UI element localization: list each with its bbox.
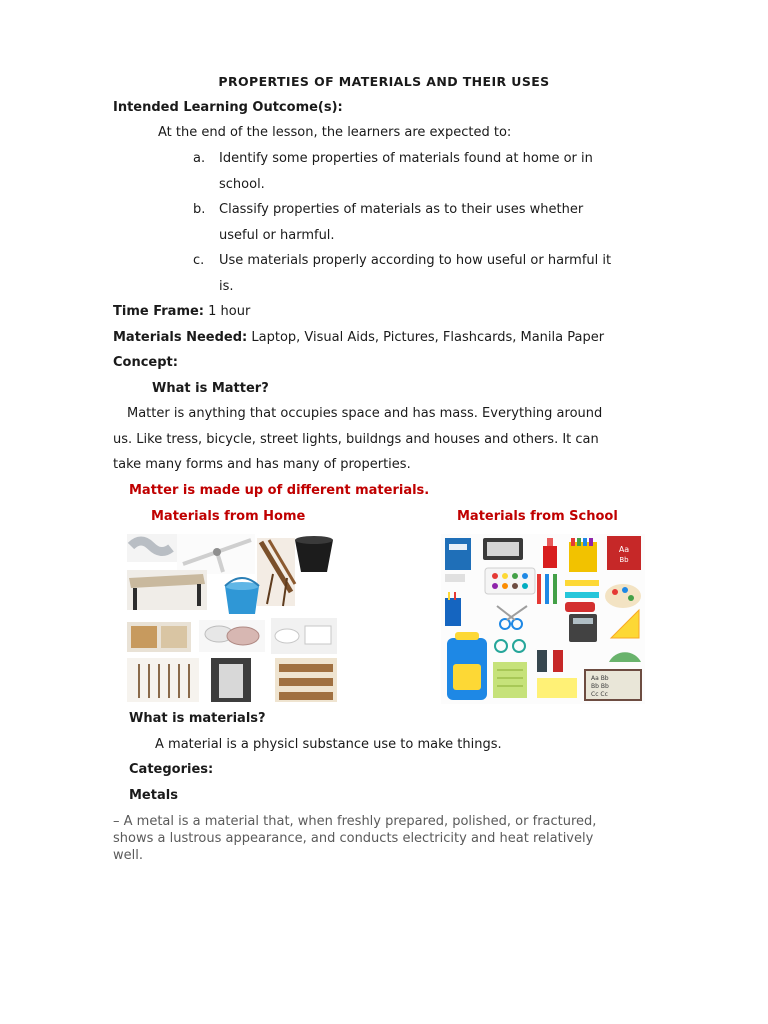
objective-c bbox=[193, 253, 611, 269]
objective-letter: b. bbox=[193, 202, 206, 217]
stapler-image bbox=[565, 602, 595, 612]
materials-needed-value: Laptop, Visual Aids, Pictures, Flashcards, Manila Paper bbox=[251, 330, 605, 345]
objective-c-cont: is. bbox=[219, 279, 234, 294]
matter-definition-line: Matter is anything that occupies space and has mass. Everything around bbox=[127, 406, 603, 421]
matter-definition-line: us. Like tress, bicycle, street lights, buildngs and houses and others. It can bbox=[113, 432, 599, 447]
watercolor-palette-image bbox=[485, 568, 535, 594]
notebook-text: Aa bbox=[618, 545, 630, 554]
objective-a-cont: school. bbox=[219, 177, 265, 192]
sticky-note-image bbox=[537, 678, 577, 698]
page-title: PROPERTIES OF MATERIALS AND THEIR USES bbox=[218, 74, 550, 89]
chalkboard-image bbox=[585, 670, 641, 700]
materials-question: What is materials? bbox=[129, 711, 266, 726]
objective-a bbox=[193, 151, 593, 167]
objective-text: Classify properties of materials as to their uses whether bbox=[219, 202, 584, 217]
paint-palette-image bbox=[605, 584, 641, 608]
styrofoam-image bbox=[271, 618, 337, 654]
objective-text: Use materials properly according to how useful or harmful it bbox=[219, 253, 612, 268]
chalkboard-text: Aa Bb bbox=[591, 675, 609, 682]
chalkboard-text: Bb Bb bbox=[591, 683, 609, 690]
metals-definition-line: shows a lustrous appearance, and conducts electricity and heat relatively bbox=[113, 831, 594, 846]
home-caption: Materials from Home bbox=[151, 509, 306, 524]
bench-image bbox=[257, 538, 295, 606]
made-of-heading: Matter is made up of different materials. bbox=[129, 483, 430, 498]
categories-label: Categories: bbox=[129, 762, 214, 777]
metals-label: Metals bbox=[129, 788, 178, 803]
objective-b bbox=[193, 202, 583, 218]
tablet-image bbox=[483, 538, 523, 560]
school-materials-collage bbox=[441, 534, 645, 704]
objective-letter: a. bbox=[193, 151, 206, 166]
objective-b-cont: useful or harmful. bbox=[219, 228, 335, 243]
notebook-red-image bbox=[607, 536, 641, 570]
tissue-roll-image bbox=[211, 658, 251, 702]
spoons-image bbox=[127, 658, 199, 702]
materials-needed-label: Materials Needed: bbox=[113, 330, 248, 345]
backpack-image bbox=[447, 632, 487, 700]
school-caption: Materials from School bbox=[457, 509, 618, 524]
notebook-image bbox=[445, 538, 471, 570]
concept-label: Concept: bbox=[113, 355, 178, 370]
time-frame-label: Time Frame: bbox=[113, 304, 205, 319]
matter-question: What is Matter? bbox=[152, 381, 269, 396]
pipe-image bbox=[127, 534, 177, 562]
objective-letter: c. bbox=[193, 253, 205, 268]
plates-image bbox=[199, 620, 265, 652]
markers-image bbox=[537, 574, 557, 604]
chalkboard-text: Cc Cc bbox=[591, 691, 608, 698]
table-image bbox=[127, 570, 207, 610]
matter-definition-line: take many forms and has many of properties. bbox=[113, 457, 411, 472]
metals-definition-line: – A metal is a material that, when freshly prepared, polished, or fractured, bbox=[113, 814, 597, 829]
materials-definition: A material is a physicl substance use to make things. bbox=[155, 737, 502, 752]
metals-definition-line: well. bbox=[113, 848, 143, 863]
cabinet-image bbox=[127, 622, 191, 652]
materials-needed bbox=[113, 330, 604, 346]
calculator-image bbox=[569, 614, 597, 642]
time-frame bbox=[113, 304, 250, 320]
ceiling-fan-image bbox=[177, 534, 255, 574]
eraser-image bbox=[445, 574, 465, 582]
ilo-heading: Intended Learning Outcome(s): bbox=[113, 100, 343, 115]
trash-bin-image bbox=[295, 536, 333, 572]
objective-text: Identify some properties of materials found at home or in bbox=[219, 151, 593, 166]
paper-sheet-image bbox=[493, 662, 527, 698]
home-materials-collage bbox=[127, 534, 337, 704]
crayons-image bbox=[569, 538, 597, 572]
notebook-text: Bb bbox=[619, 556, 629, 564]
ilo-intro: At the end of the lesson, the learners are expected to: bbox=[158, 125, 512, 140]
time-frame-value: 1 hour bbox=[208, 304, 251, 319]
bucket-image bbox=[225, 578, 259, 614]
shelf-image bbox=[275, 658, 337, 702]
